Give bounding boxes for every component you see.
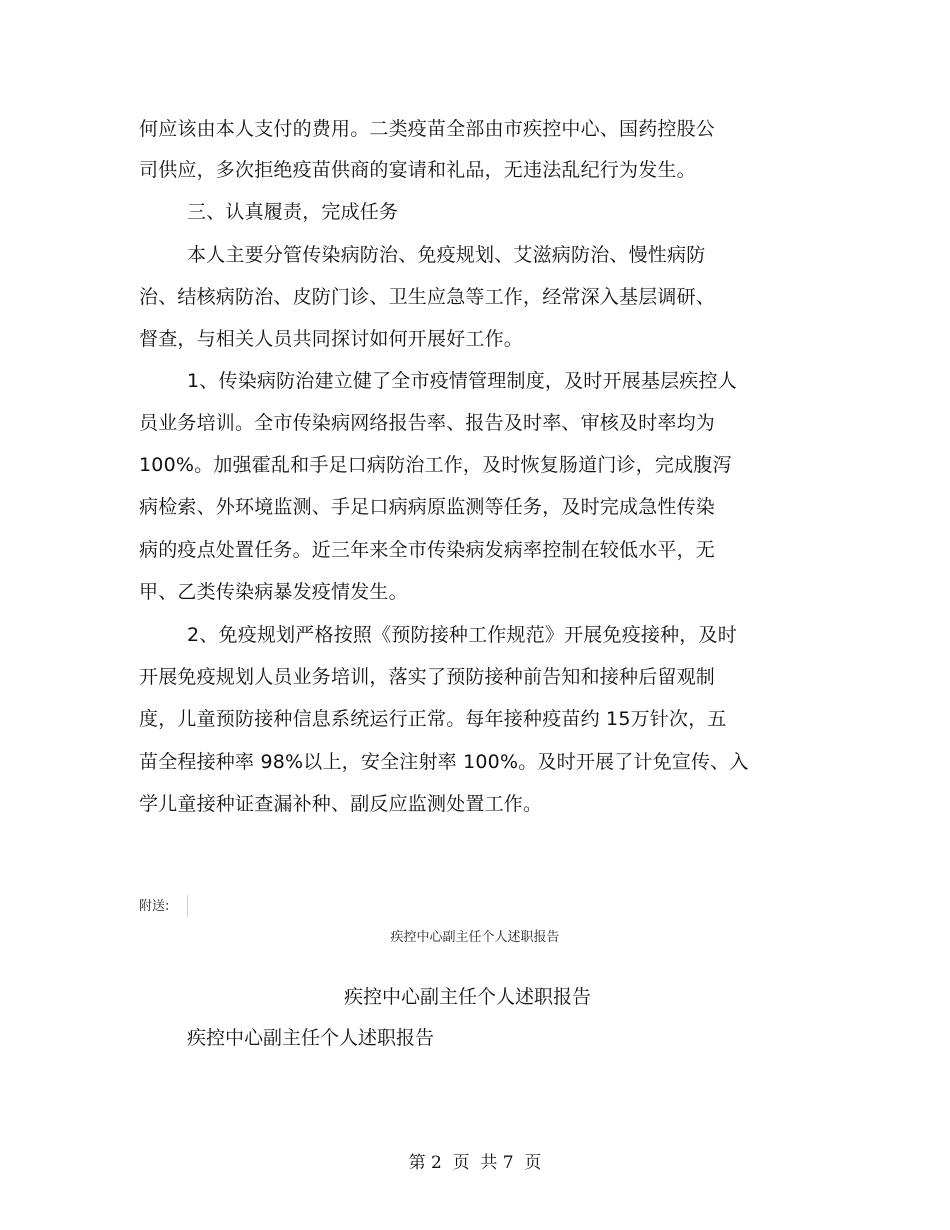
body-line-5: 治、结核病防治、皮防门诊、卫生应急等工作，经常深入基层调研、 — [139, 286, 716, 308]
body-line-12: 甲、乙类传染病暴发疫情发生。 — [139, 581, 408, 603]
appendix-divider — [187, 895, 188, 917]
body-line-6: 督查，与相关人员共同探讨如何开展好工作。 — [139, 328, 524, 350]
body-line-9: 100%。加强霍乱和手足口病防治工作，及时恢复肠道门诊，完成腹泻 — [139, 454, 732, 476]
body-line-17: 学儿童接种证查漏补种、副反应监测处置工作。 — [139, 793, 543, 815]
body-line-16: 苗全程接种率 98%以上，安全注射率 100%。及时开展了计免宣传、入 — [139, 751, 749, 773]
section-heading: 三、认真履责，完成任务 — [187, 201, 399, 223]
appendix-title: 疾控中心副主任个人述职报告 — [343, 986, 591, 1008]
body-line-11: 病的疫点处置任务。近三年来全市传染病发病率控制在较低水平，无 — [139, 539, 716, 561]
appendix-label: 附送: — [139, 899, 170, 914]
body-line-10: 病检索、外环境监测、手足口病病原监测等任务，及时完成急性传染 — [139, 496, 716, 518]
body-line-15: 度，儿童预防接种信息系统运行正常。每年接种疫苗约 15万针次，五 — [139, 708, 727, 730]
body-line-7: 1、传染病防治建立健了全市疫情管理制度，及时开展基层疾控人 — [187, 370, 737, 392]
appendix-small-title: 疾控中心副主任个人述职报告 — [390, 930, 560, 945]
appendix-subtitle: 疾控中心副主任个人述职报告 — [187, 1027, 435, 1049]
body-line-13: 2、免疫规划严格按照《预防接种工作规范》开展免疫接种，及时 — [187, 624, 737, 646]
page-indicator: 第 2 页 共 7 页 — [408, 1153, 542, 1173]
body-line-1: 何应该由本人支付的费用。二类疫苗全部由市疾控中心、国药控股公 — [139, 118, 716, 140]
body-line-8: 员业务培训。全市传染病网络报告率、报告及时率、审核及时率均为 — [139, 412, 716, 434]
body-line-14: 开展免疫规划人员业务培训，落实了预防接种前告知和接种后留观制 — [139, 666, 716, 688]
body-line-2: 司供应，多次拒绝疫苗供商的宴请和礼品，无违法乱纪行为发生。 — [139, 159, 696, 181]
body-line-4: 本人主要分管传染病防治、免疫规划、艾滋病防治、慢性病防 — [187, 244, 706, 266]
